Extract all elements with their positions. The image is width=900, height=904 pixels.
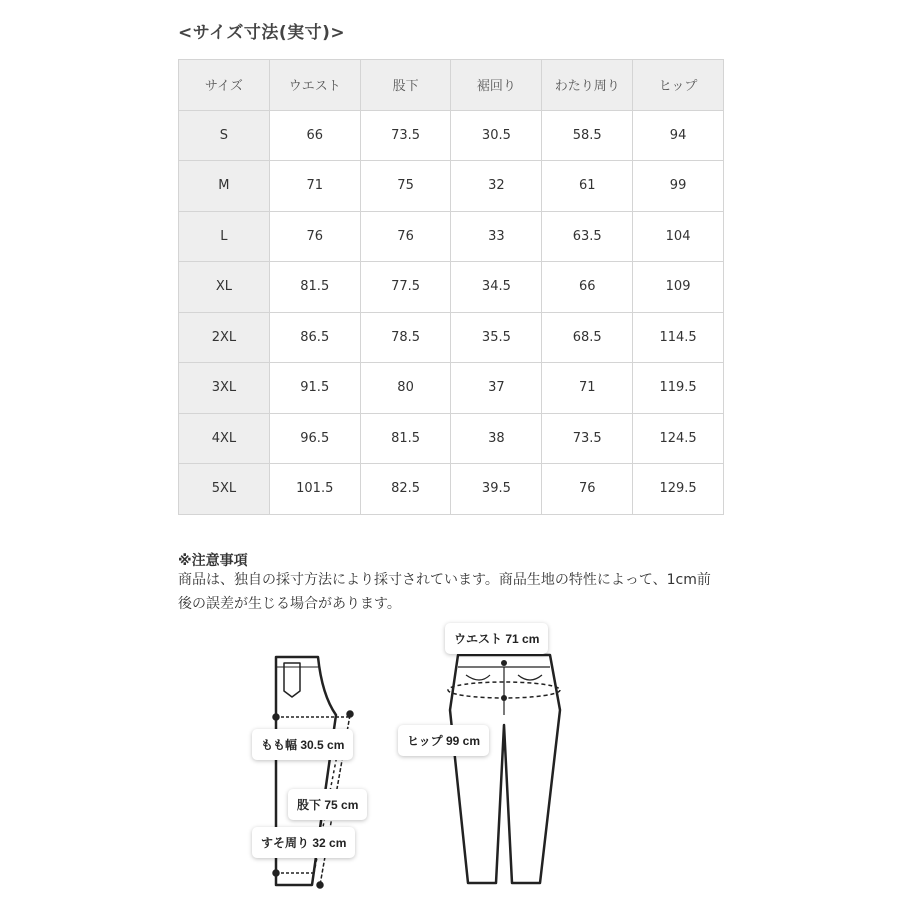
cell-hem: 32 [451, 161, 542, 212]
cell-thigh: 61 [542, 161, 633, 212]
size-table [178, 59, 724, 515]
cell-hem: 39.5 [451, 464, 542, 515]
header-hip: ヒップ [633, 60, 724, 111]
hem-callout: すそ周り 32 cm [252, 827, 355, 858]
header-thigh: わたり周り [542, 60, 633, 111]
cell-inseam: 81.5 [360, 413, 451, 464]
pocket-icon [284, 663, 300, 697]
cell-inseam: 76 [360, 211, 451, 262]
table-row [179, 211, 724, 262]
page-title: <サイズ寸法(実寸)> [178, 23, 346, 43]
header-inseam: 股下 [360, 60, 451, 111]
cell-hip: 119.5 [633, 363, 724, 414]
cell-waist: 71 [269, 161, 360, 212]
cell-thigh: 66 [542, 262, 633, 313]
cell-thigh: 76 [542, 464, 633, 515]
cell-hip: 114.5 [633, 312, 724, 363]
table-row [179, 413, 724, 464]
cell-hip: 109 [633, 262, 724, 313]
header-size: サイズ [179, 60, 270, 111]
cell-size: 4XL [179, 413, 270, 464]
cell-hip: 94 [633, 110, 724, 161]
cell-hem: 35.5 [451, 312, 542, 363]
hip-callout: ヒップ 99 cm [398, 725, 489, 756]
cell-waist: 96.5 [269, 413, 360, 464]
cell-size: L [179, 211, 270, 262]
cell-hip: 104 [633, 211, 724, 262]
waist-callout: ウエスト 71 cm [445, 623, 548, 654]
table-header-row [179, 60, 724, 111]
cell-waist: 76 [269, 211, 360, 262]
cell-hem: 37 [451, 363, 542, 414]
cell-waist: 66 [269, 110, 360, 161]
cell-size: S [179, 110, 270, 161]
header-waist: ウエスト [269, 60, 360, 111]
cell-waist: 81.5 [269, 262, 360, 313]
front-view-pants [450, 655, 560, 883]
cell-thigh: 58.5 [542, 110, 633, 161]
cell-inseam: 78.5 [360, 312, 451, 363]
cell-hip: 124.5 [633, 413, 724, 464]
cell-waist: 101.5 [269, 464, 360, 515]
notes-heading: ※注意事項 [178, 553, 248, 569]
cell-hip: 129.5 [633, 464, 724, 515]
cell-hem: 33 [451, 211, 542, 262]
cell-size: 5XL [179, 464, 270, 515]
inseam-callout: 股下 75 cm [288, 789, 367, 820]
measurement-diagram [240, 615, 580, 900]
cell-hem: 38 [451, 413, 542, 464]
cell-inseam: 80 [360, 363, 451, 414]
cell-thigh: 63.5 [542, 211, 633, 262]
thigh-callout: もも幅 30.5 cm [252, 729, 353, 760]
cell-inseam: 75 [360, 161, 451, 212]
cell-hem: 34.5 [451, 262, 542, 313]
cell-inseam: 82.5 [360, 464, 451, 515]
cell-size: M [179, 161, 270, 212]
cell-waist: 91.5 [269, 363, 360, 414]
cell-hip: 99 [633, 161, 724, 212]
cell-inseam: 73.5 [360, 110, 451, 161]
cell-size: 3XL [179, 363, 270, 414]
cell-size: 2XL [179, 312, 270, 363]
cell-thigh: 71 [542, 363, 633, 414]
table-row [179, 262, 724, 313]
cell-inseam: 77.5 [360, 262, 451, 313]
table-row [179, 110, 724, 161]
cell-waist: 86.5 [269, 312, 360, 363]
cell-thigh: 68.5 [542, 312, 633, 363]
notes-body: 商品は、独自の採寸方法により採寸されています。商品生地の特性によって、1cm前後の誤差が生じる場合があります。 [178, 572, 711, 612]
cell-size: XL [179, 262, 270, 313]
table-row [179, 363, 724, 414]
cell-thigh: 73.5 [542, 413, 633, 464]
header-hem: 裾回り [451, 60, 542, 111]
table-row [179, 312, 724, 363]
cell-hem: 30.5 [451, 110, 542, 161]
table-row [179, 464, 724, 515]
table-row [179, 161, 724, 212]
